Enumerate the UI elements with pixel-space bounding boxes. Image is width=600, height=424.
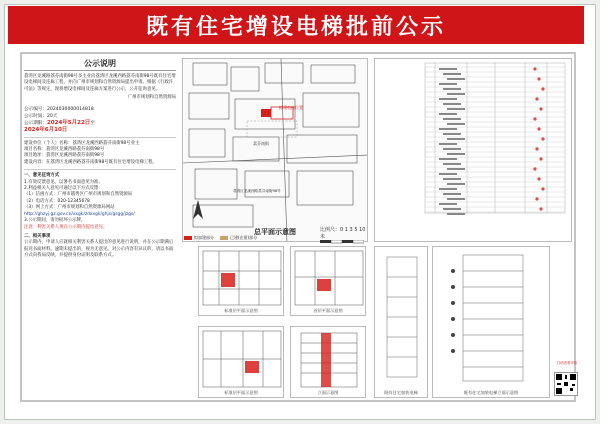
consent-table — [374, 58, 572, 242]
notice-signature: 广州市规划和自然资源局 — [127, 95, 176, 101]
channel-item: 1.有效反馈意见，以署名书面意见为准。 — [24, 179, 103, 185]
project-value: 荔湾区龙溪西路荔芬南街98号 — [45, 147, 105, 153]
notice-meta — [24, 106, 176, 134]
elevation-plan — [290, 326, 366, 398]
notice-body: 荔湾区龙溪路荔芬南街98号多主业向荔湾区龙溪西路荔芬南街98号既有住宅增设电梯间及连廊工程，并向广州市规划和自然资源局提出申请。根据《行政许可法》等规定，现将增设电梯间及连廊方案进行公示，公开征询意见。 — [24, 74, 176, 92]
plan-caption: 标准层平面示意图 — [224, 308, 258, 313]
website-link[interactable]: http://ghzyj.gz.gov.cn/xxgk/zdxxgk/ghjs/gsgg/jzgs/ — [24, 211, 135, 217]
scale-label: 比例尺： — [320, 227, 341, 233]
period-value: 20天 — [46, 113, 58, 119]
start-label: 公示期限： — [24, 120, 47, 126]
channel-item: 2.利益相关人意见可通过以下方式反馈： — [24, 186, 103, 192]
scale-bar-graphic — [320, 240, 364, 244]
notice-panel — [24, 58, 176, 396]
desc-label: 建设内容： — [24, 159, 46, 165]
notice-title: 公示说明 — [24, 58, 176, 71]
scale-bar — [320, 226, 366, 246]
elevation-sketch-2 — [432, 246, 550, 398]
legend-label: 拟加建部分 — [194, 235, 214, 240]
desc-value: 在荔湾区龙溪西路荔芬南街98号既有住宅增设电梯工程。 — [45, 159, 157, 165]
banner-title: 既有住宅增设电梯批前公示 — [8, 6, 584, 44]
period-label: 公示时间： — [24, 113, 47, 119]
elevator-location — [261, 109, 271, 117]
channel-item: （3）网上方式：广州市规划和自然资源局网站 — [24, 205, 115, 211]
legend-item-existing — [220, 235, 257, 241]
site-plan-drawing — [183, 59, 368, 242]
floor-plan-drawing — [199, 247, 284, 311]
site-plan — [182, 58, 368, 242]
channel-item: （2）电话方式：020-12345678 — [24, 198, 90, 204]
qr-code-icon[interactable] — [554, 372, 578, 396]
channel-item: （1）信函方式：广州市越秀区广州市规划和自然资源局 — [24, 192, 133, 198]
plan-caption: 立面示意图 — [317, 390, 339, 395]
elevation-drawing — [291, 327, 366, 393]
qr-label: 扫码查看详情 — [556, 361, 578, 365]
consent-table-drawing — [375, 59, 572, 242]
legend — [184, 234, 314, 242]
qr-code-graphic — [555, 373, 577, 395]
road-label: 荔芬南街 — [253, 141, 269, 146]
legend-item-new — [184, 235, 214, 241]
scale-ticks: 0 1 3 5 10米 — [320, 227, 366, 240]
location-label: 项目地址： — [24, 153, 46, 159]
floor-plan-standard-2 — [198, 326, 284, 398]
applicant-label: 建设单位（个人）名称： — [24, 140, 73, 146]
elevation-drawing — [433, 247, 550, 387]
elevation-drawing — [375, 247, 428, 387]
legend-swatch — [184, 236, 192, 240]
legend-label: 已建(在建)部分 — [230, 235, 258, 240]
site-address-note: 荔湾区龙溪西路荔芬南街98号 — [233, 189, 281, 193]
elevator-label: 拟建电梯位置 — [279, 105, 303, 110]
project-label: 项目名称： — [24, 147, 46, 153]
channels-title: 一、意见征询方式 — [24, 173, 60, 179]
applicant-value: 荔湾区龙溪西路荔芬南街98号业主 — [72, 140, 140, 146]
floor-plan-standard — [198, 246, 284, 316]
site-plan-title: 总平面示意图 — [254, 228, 296, 236]
to-label: 至 — [90, 120, 95, 126]
start-date: 2024年5月22日 — [46, 119, 91, 126]
floor-plan-drawing — [199, 327, 284, 393]
floor-plan-ground — [290, 246, 366, 316]
north-arrow-icon — [189, 199, 207, 221]
notes-body: 公示期内，申请人应就相关利害关系人提出的意见进行说明，并在公示期满后报送书面材料。逾期未提出的，视为无意见。对公示内容有异议的，请以书面方式向我局反映，并提供身份证明及联系方式。 — [24, 240, 174, 259]
channel-item: 3.公示期间，请勿损坏公示牌。 — [24, 218, 86, 224]
plan-caption: 首层平面示意图 — [313, 308, 343, 313]
floor-plan-drawing — [291, 247, 366, 311]
number-value: 2024030000014818 — [46, 106, 94, 112]
legend-swatch — [220, 236, 228, 240]
divider — [24, 137, 176, 138]
location-value: 荔湾区龙溪西路荔芬南街98号 — [45, 153, 105, 159]
plan-caption: 标准层平面示意图 — [224, 390, 258, 395]
end-date: 2024年6月10日 — [24, 126, 68, 133]
notes-title: 二、相关事项 — [24, 233, 51, 239]
number-label: 公示编号： — [24, 106, 47, 112]
warning-text: 注意：利害关系人须在公示期内提出意见。 — [24, 224, 108, 230]
desc-row — [24, 160, 176, 166]
elevation-caption: 既有住宅加装电梯 — [384, 390, 418, 395]
elevation-caption: 既有住宅加装电梯立面示意图 — [463, 390, 519, 395]
divider — [24, 169, 176, 170]
elevation-sketch-1 — [374, 246, 428, 398]
